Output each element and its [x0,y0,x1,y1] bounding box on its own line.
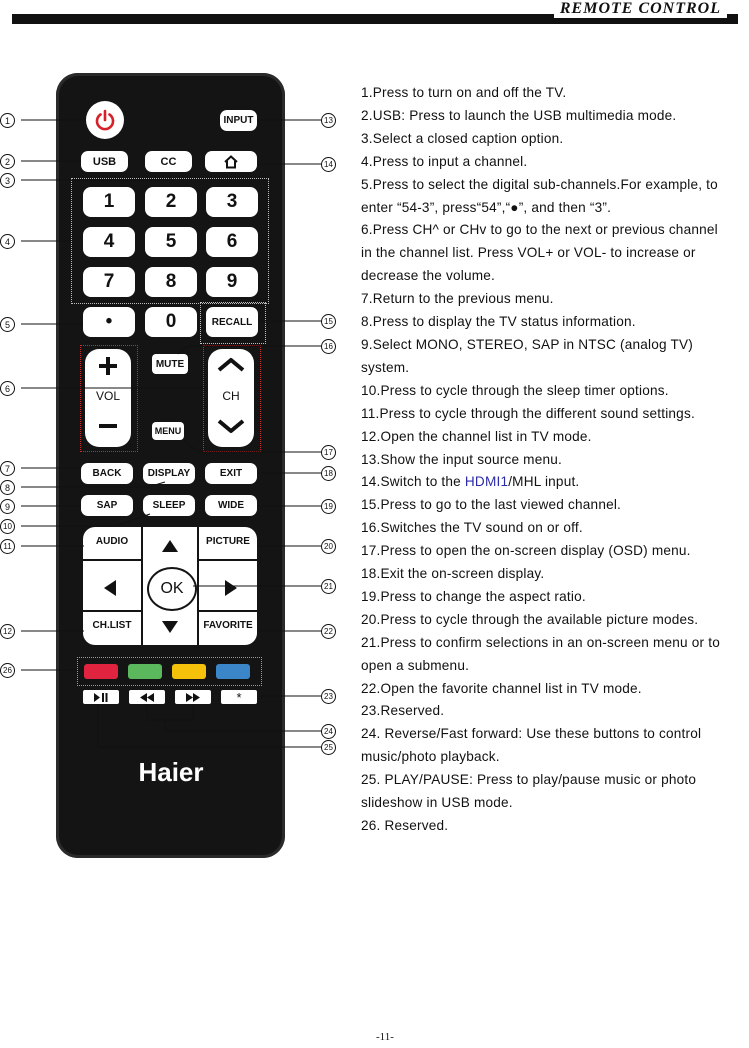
callout-2: 2 [0,154,15,169]
desc-line: in the channel list. Press VOL+ or VOL- to increase or [361,245,696,261]
desc-line: 7.Return to the previous menu. [361,291,554,307]
desc-line: slideshow in USB mode. [361,795,513,811]
desc-line: decrease the volume. [361,268,495,284]
desc-line: 22.Open the favorite channel list in TV mode. [361,680,642,696]
desc-line: 24. Reverse/Fast forward: Use these buttons to control [361,726,702,742]
desc-text: /MHL input. [508,474,580,490]
callout-18: 18 [321,466,336,481]
desc-line: 2.USB: Press to launch the USB multimedia mode. [361,107,677,123]
back-button[interactable]: BACK [81,463,133,484]
callout-24: 24 [321,724,336,739]
dot-button[interactable]: • [83,307,135,337]
desc-line: 15.Press to go to the last viewed channel. [361,497,622,513]
usb-button[interactable]: USB [81,151,128,172]
desc-line: 8.Press to display the TV status information. [361,314,636,330]
desc-line: 1.Press to turn on and off the TV. [361,85,567,100]
callout-16: 16 [321,339,336,354]
callout-20: 20 [321,539,336,554]
callout-1: 1 [0,113,15,128]
cc-button[interactable]: CC [145,151,192,172]
picture-button[interactable]: PICTURE [206,536,250,547]
callout-9: 9 [0,499,15,514]
callout-12: 12 [0,624,15,639]
reserved-button[interactable]: * [221,690,257,704]
desc-line: 16.Switches the TV sound on or off. [361,520,583,536]
desc-line: 19.Press to change the aspect ratio. [361,588,586,604]
desc-line: system. [361,359,410,375]
number-0-button[interactable]: 0 [145,307,197,337]
display-button[interactable]: DISPLAY [143,463,195,484]
desc-line: 23.Reserved. [361,703,445,719]
sap-button[interactable]: SAP [81,495,133,516]
callout-10: 10 [0,519,15,534]
desc-line: 10.Press to cycle through the sleep timer options. [361,382,669,398]
number-8-button[interactable]: 8 [145,267,197,297]
number-1-button[interactable]: 1 [83,187,135,217]
vol-label: VOL [95,389,120,403]
wide-button[interactable]: WIDE [205,495,257,516]
callout-6: 6 [0,381,15,396]
desc-line [361,471,749,494]
desc-line: 9.Select MONO, STEREO, SAP in NTSC (analog TV) [361,336,694,352]
desc-line: 18.Exit the on-screen display. [361,566,545,582]
page-number: -11- [376,1031,394,1043]
callout-15: 15 [321,314,336,329]
haier-logo: Haier [138,757,204,787]
ch-label: CH [222,389,240,403]
desc-text: 14.Switch to the [361,474,465,490]
desc-line: music/photo playback. [361,749,500,765]
desc-line: 17.Press to open the on-screen display (OSD) menu. [361,543,691,559]
desc-line: enter “54-3”, press“54”,“●”, and then “3”. [361,199,612,215]
desc-line: 12.Open the channel list in TV mode. [361,428,592,444]
chlist-button[interactable]: CH.LIST [92,620,132,631]
callout-19: 19 [321,499,336,514]
number-6-button[interactable]: 6 [206,227,258,257]
callout-22: 22 [321,624,336,639]
hdmi-highlight: HDMI1 [464,474,509,490]
exit-button[interactable]: EXIT [205,463,257,484]
page-title: REMOTE CONTROL [554,0,727,18]
callout-4: 4 [0,234,15,249]
recall-button[interactable]: RECALL [206,307,258,337]
mute-button[interactable]: MUTE [152,354,188,374]
number-4-button[interactable]: 4 [83,227,135,257]
desc-line: open a submenu. [361,657,470,673]
input-button[interactable]: INPUT [220,110,257,131]
favorite-button[interactable]: FAVORITE [203,620,253,631]
desc-line: 21.Press to confirm selections in an on-screen menu or to [361,634,720,650]
number-5-button[interactable]: 5 [145,227,197,257]
callout-21: 21 [321,579,336,594]
number-7-button[interactable]: 7 [83,267,135,297]
callout-25: 25 [321,740,336,755]
desc-line: 3.Select a closed caption option. [361,130,564,146]
number-9-button[interactable]: 9 [206,267,258,297]
callout-8: 8 [0,480,15,495]
button-descriptions [361,82,749,838]
desc-line: 11.Press to cycle through the different sound settings. [361,405,695,421]
callout-26: 26 [0,663,15,678]
number-2-button[interactable]: 2 [145,187,197,217]
desc-line: 20.Press to cycle through the available picture modes. [361,611,699,627]
callout-3: 3 [0,173,15,188]
desc-line: 4.Press to input a channel. [361,153,528,169]
callout-13: 13 [321,113,336,128]
sleep-button[interactable]: SLEEP [143,495,195,516]
callout-14: 14 [321,157,336,172]
desc-line: 6.Press CH^ or CHv to go to the next or previous channel [361,222,718,238]
ok-button[interactable]: OK [147,567,197,611]
audio-button[interactable]: AUDIO [95,536,129,547]
desc-line: 25. PLAY/PAUSE: Press to play/pause music or photo [361,772,697,788]
menu-button[interactable]: MENU [152,422,184,440]
callout-7: 7 [0,461,15,476]
callout-23: 23 [321,689,336,704]
callout-5: 5 [0,317,15,332]
desc-line: 13.Show the input source menu. [361,451,562,467]
desc-line: 26. Reserved. [361,818,449,833]
callout-11: 11 [0,539,15,554]
callout-17: 17 [321,445,336,460]
desc-line: 5.Press to select the digital sub-channels.For example, to [361,176,718,192]
number-3-button[interactable]: 3 [206,187,258,217]
